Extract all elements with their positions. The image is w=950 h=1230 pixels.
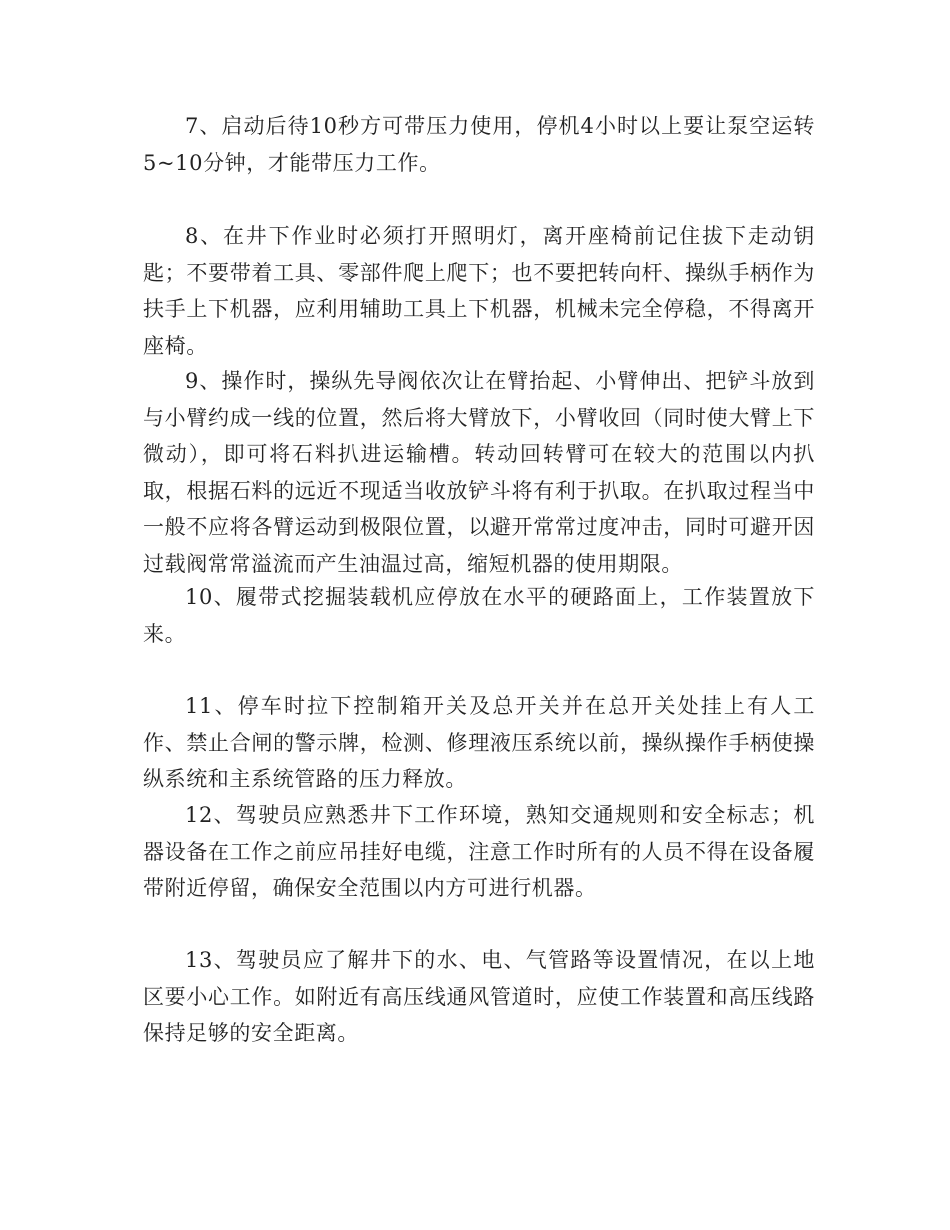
paragraph-13: 13、驾驶员应了解井下的水、电、气管路等设置情况，在以上地区要小心工作。如附近有高压线通风管道时，应使工作装置和高压线路保持足够的安全距离。 [143,948,815,1045]
paragraph-10: 10、履带式挖掘装载机应停放在水平的硬路面上，工作装置放下来。 [143,585,815,646]
paragraph-9: 9、操作时，操纵先导阀依次让在臂抬起、小臂伸出、把铲斗放到与小臂约成一线的位置，然后将大臂放下，小臂收回（同时使大臂上下微动），即可将石料扒进运输槽。转动回转臂可在较大的范围以内扒取，根据石料的远近不现适当收放铲斗将有利于扒取。在扒取过程当中一般不应将各臂运动到极限位置，以避开常常过度冲击，同时可避开因过载阀常常溢流而产生油温过高，缩短机器的使用期限。 [143,369,815,576]
paragraph-8: 8、在井下作业时必须打开照明灯，离开座椅前记住拔下走动钥匙；不要带着工具、零部件爬上爬下；也不要把转向杆、操纵手柄作为扶手上下机器，应利用辅助工具上下机器，机械未完全停稳，不得离开座椅。 [143,224,815,358]
paragraph-12: 12、驾驶员应熟悉井下工作环境，熟知交通规则和安全标志；机器设备在工作之前应吊挂好电缆，注意工作时所有的人员不得在设备履带附近停留，确保安全范围以内方可进行机器。 [143,803,815,900]
paragraph-7: 7、启动后待10秒方可带压力使用，停机4小时以上要让泵空运转5~10分钟，才能带压力工作。 [143,114,815,175]
paragraph-11: 11、停车时拉下控制箱开关及总开关并在总开关处挂上有人工作、禁止合闸的警示牌，检测、修理液压系统以前，操纵操作手柄使操纵系统和主系统管路的压力释放。 [143,694,815,791]
